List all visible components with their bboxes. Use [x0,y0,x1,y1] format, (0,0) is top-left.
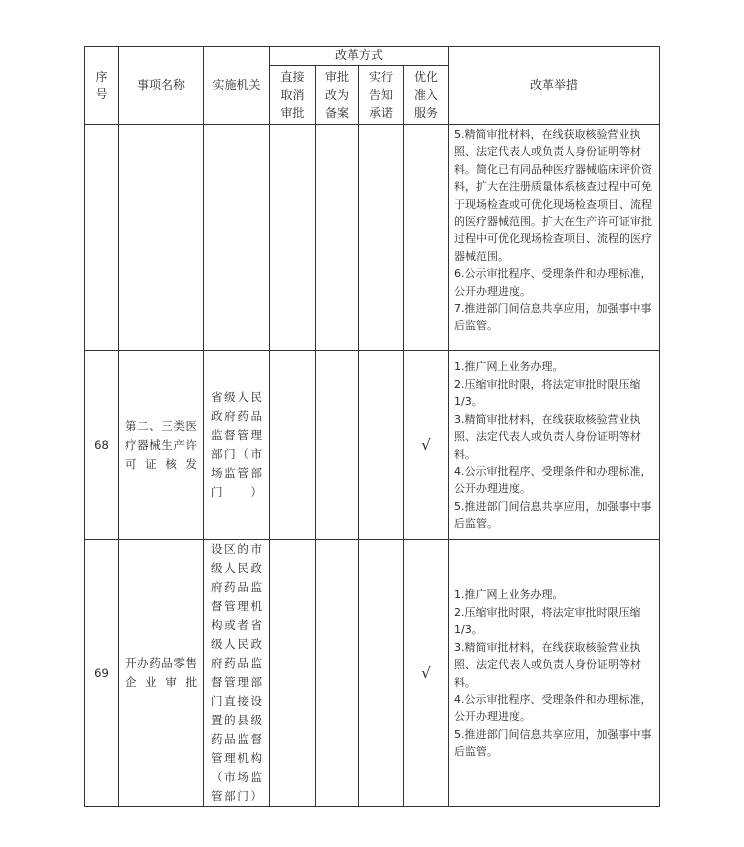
row-measures [449,351,660,540]
row-measures [449,540,660,807]
header-reform-mode: 改革方式 [270,47,449,66]
measure-item: 5.推进部门间信息共享应用，加强事中事后监管。 [454,499,652,531]
row-mode-cancel [270,125,316,351]
row-agency: 省级人民政府药品监督管理部门（市场监管部门） [204,351,270,540]
measure-item: 1.推广网上业务办理。 [454,588,564,602]
header-agency: 实施机关 [204,47,270,125]
measure-item: 4.公示审批程序、受理条件和办理标准，公开办理进度。 [454,464,652,496]
row-mode-cancel [270,351,316,540]
row-mode-cancel [270,540,316,807]
row-item-name: 开办药品零售企业审批 [119,540,204,807]
measure-item: 3.精简审批材料，在线获取核验营业执照、法定代表人或负责人身份证明等材料。 [454,412,641,461]
measure-item: 2.压缩审批时限，将法定审批时限压缩1/3。 [454,605,641,637]
measure-item: 2.压缩审批时限，将法定审批时限压缩1/3。 [454,377,641,409]
row-agency: 设区的市级人民政府药品监督管理机构或者省级人民政府药品监督管理部门直接设置的县级药品监督管理机构（市场监管部门） [204,540,270,807]
header-mode-optimize: 优化准入服务 [404,66,449,125]
row-mode-filing [316,351,359,540]
header-mode-filing: 审批改为备案 [316,66,359,125]
reform-table [84,46,660,807]
header-measures: 改革举措 [449,47,660,125]
measure-item: 5.精简审批材料，在线获取核验营业执照、法定代表人或负责人身份证明等材料。简化已有同品种医疗器械临床评价资料，扩大在注册质量体系核查过程中可免于现场检查或可优化现场检查项目、流程的医疗器械范围。扩大在生产许可证审批过程中可优化现场检查项目、流程的医疗器械范围。 [454,128,652,263]
row-measures [449,125,660,351]
row-seq: 68 [85,351,119,540]
row-mode-commitment [359,540,404,807]
row-item-name: 第二、三类医疗器械生产许可证核发 [119,351,204,540]
row-mode-optimize: √ [404,351,449,540]
row-agency [204,125,270,351]
row-mode-optimize [404,125,449,351]
header-mode-cancel: 直接取消审批 [270,66,316,125]
row-mode-filing [316,540,359,807]
row-seq [85,125,119,351]
measure-item: 3.精简审批材料，在线获取核验营业执照、法定代表人或负责人身份证明等材料。 [454,640,641,689]
row-mode-commitment [359,351,404,540]
table-row [85,351,660,540]
measure-item: 4.公示审批程序、受理条件和办理标准，公开办理进度。 [454,692,652,724]
row-seq: 69 [85,540,119,807]
header-seq: 序号 [85,47,119,125]
row-mode-commitment [359,125,404,351]
measure-item: 7.推进部门间信息共享应用，加强事中事后监管。 [454,302,652,333]
measure-item: 5.推进部门间信息共享应用，加强事中事后监管。 [454,727,652,759]
row-mode-filing [316,125,359,351]
table-row [85,125,660,351]
header-mode-commitment: 实行告知承诺 [359,66,404,125]
header-item-name: 事项名称 [119,47,204,125]
measure-item: 1.推广网上业务办理。 [454,360,564,374]
row-mode-optimize: √ [404,540,449,807]
measure-item: 6.公示审批程序、受理条件和办理标准，公开办理进度。 [454,267,652,298]
table-row [85,540,660,807]
row-item-name [119,125,204,351]
